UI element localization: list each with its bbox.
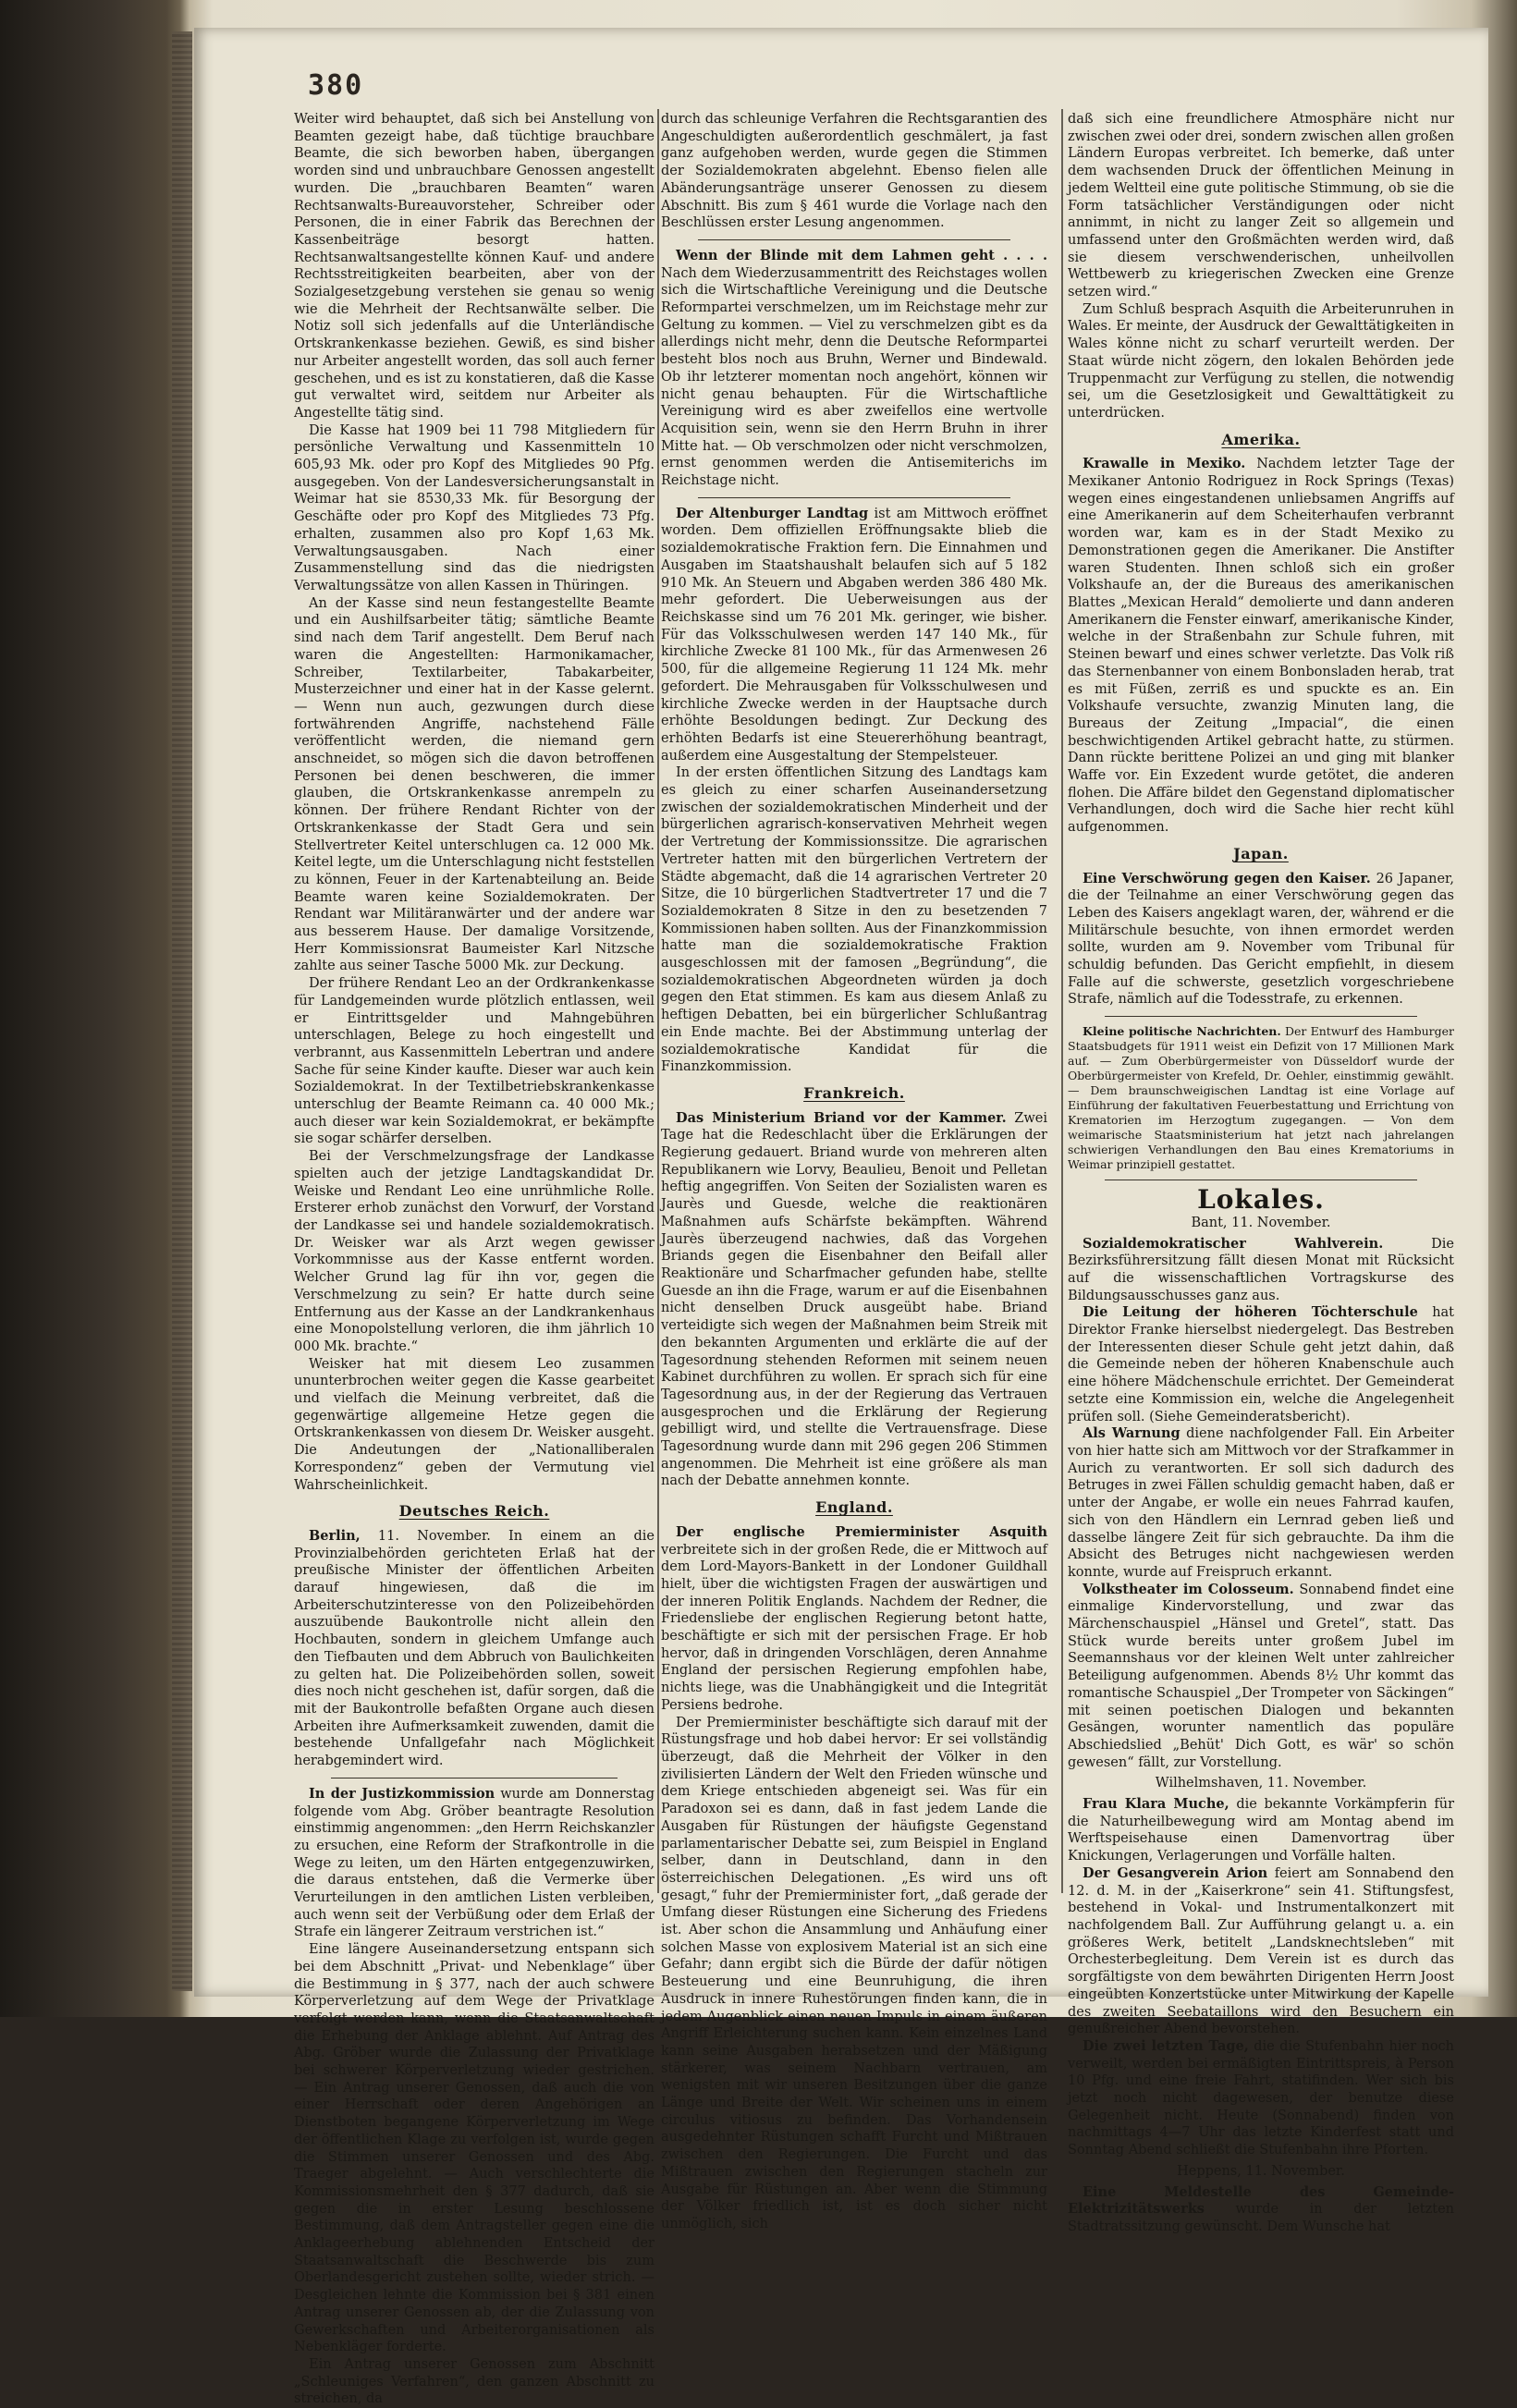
paragraph: Der Premierminister beschäftigte sich darauf mit der Rüstungsfrage und hob dabei hervor: Er sei vollständig überzeugt, daß die Mehrheit der Völker in den zivilisierten Ländern der Welt den Frieden wünsche und dem Kriege entschieden abgeneigt sei. Was für ein Paradoxon sei es dann, daß in fast jedem Lande die Ausgaben für Rüstungen der häufigste Gegenstand parlamentarischer Debatte sei, zum Beispiel in England selber, dann in Deutschland, dann in den österreichischen Delegationen. „Es wird uns oft gesagt,“ fuhr der Premierminister fort, „daß gerade der Umfang dieser Rüstungen eine Sicherung des Friedens ist. Aber schon die Ansammlung und Anhäufung einer solchen Masse von explosivem Material ist an sich eine Gefahr; dann ergibt sich die Bürde der dafür nötigen Besteuerung und eine Beunruhigung, die ihren Ausdruck in innere Ruhestörungen finden kann, die in jedem Augenblick einen neuen Impuls in einem äußeren Angriff Erleichterung suchen kann. Kein einzelnes Land kann seine Ausgaben herabsetzen und der Mäßigung stärkerer, was seinem Nachbarn vertrauen, am wenigsten mit wir unseren Besitzungen über die ganze Länge und Breite der Welt. Wir scheinen uns in einem circulus vitiosus zu befinden. Das Vorhandensein ausgedehnter Rüstungen schafft Furcht und Mißtrauen zwischen den Regierungen. Die Furcht und das Mißtrauen zwischen den Regierungen stacheln zur Ausgabe für Rüstungen an. Aber wenn die Stimmung der Völker friedlich ist, ist es doch sicher nicht unmöglich, sich: [661, 1715, 1047, 2231]
paragraph: An der Kasse sind neun festangestellte Beamte und ein Aushilfsarbeiter tätig; sämtliche Beamte sind nach dem Tarif angestellt. Dem Beruf nach waren die Angestellten: Harmonikamacher, Schreiber, Textilarbeiter, Tabakarbeiter, Musterzeichner und einer hat in der Kasse gelernt. — Wenn nun auch, gezwungen durch diese fortwährenden Angriffe, nachstehend Fälle veröffentlicht werden, die niemand gern anschneidet, so mögen sich die davon betroffenen Personen bei denen beschweren, die immer glauben, die Ortskrankenkasse anrempeln zu können. Der frühere Rendant Richter von der Ortskrankenkasse der Stadt Gera und sein Stellvertreter Keitel unterschlugen ca. 12 000 Mk. Keitel legte, um die Unterschlagung nicht feststellen zu können, Feuer in der Kartenabteilung an. Beide Beamte waren keine Sozialdemokraten. Der Rendant war Militäranwärter und der andere war aus besserem Hause. Der damalige Vorsitzende, Herr Kommissionsrat Baumeister Karl Nitzsche zahlte aus seiner Tasche 5000 Mk. zur Deckung.: [294, 595, 655, 974]
column-rule-1: [657, 109, 659, 1893]
dateline: Bant, 11. November.: [1191, 1215, 1331, 1230]
paragraph: durch das schleunige Verfahren die Rechtsgarantien des Angeschuldigten außerordentlich geschmälert, ja fast ganz aufgehoben werden, wurde gegen die Stimmen der Sozialdemokraten abgelehnt. Ebenso fielen alle Abänderungsanträge unserer Genossen zu diesem Abschnitt. Bis zum § 461 wurde die Vorlage nach den Beschlüssen erster Lesung angenommen.: [661, 112, 1047, 231]
section-heading-england: England.: [815, 1498, 893, 1517]
paragraph: In der ersten öffentlichen Sitzung des Landtags kam es gleich zu einer scharfen Auseinandersetzung zwischen der sozialdemokratischen Minderheit und der bürgerlichen agrarisch-konservativen Mehrheit wegen der Vertretung der Kommissionssitze. Die agrarischen Vertreter hatten mit den bürgerlichen Vertretern der Städte abgemacht, daß die 14 agrarischen Vertreter 20 Sitze, die 10 bürgerlichen Stadtvertreter 17 und die 7 Sozialdemokraten 8 Sitze in den zu besetzenden 7 Kommissionen haben sollten. Aus der Finanzkommission hatte man die sozialdemokratische Fraktion ausgeschlossen mit der famosen „Begründung“, die sozialdemokratischen Abgeordneten würden ja doch gegen den Etat stimmen. Es kam aus diesem Anlaß zu heftigen Debatten, bei ein bürgerlicher Schlußantrag ein Ende machte. Bei der Abstimmung unterlag der sozialdemokratische Kandidat für die Finanzkommission.: [661, 765, 1047, 1075]
article-text: Nachdem letzter Tage der Mexikaner Antonio Rodriguez in Rock Springs (Texas) wegen eines eingestandenen unliebsamen Angriffs auf eine Amerikanerin auf dem Scheiterhaufen verbrannt worden war, kam es in der Stadt Mexiko zu Demonstrationen gegen die Amerikaner. Die Anstifter waren Studenten. Ihnen schloß sich ein großer Volkshaufe an, der die Bureaus des amerikanischen Blattes „Mexican Herald“ demolierte und dann anderen Amerikanern die Fenster einwarf, amerikanische Kinder, welche in der Straßenbahn zur Schule fuhren, mit Steinen bewarf und eines schwer verletzte. Das Volk riß das Sternenbanner von einem Bonbonsladen herab, trat es mit Füßen, zerriß es und spuckte es an. Ein Volkshaufe versuchte, zwanzig Minuten lang, die Bureaus der Zeitung „Impacial“, die einen beschwichtigenden Artikel gebracht hatte, zu stürmen. Dann rückte berittene Polizei an und ging mit blanker Waffe vor. Ein Exzedent wurde getötet, die anderen flohen. Die Affäre bildet den Gegenstand diplomatischer Verhandlungen, doch wird die Sache hier recht kühl aufgenommen.: [1068, 457, 1455, 836]
paragraph: Zum Schluß besprach Asquith die Arbeiterunruhen in Wales. Er meinte, der Ausdruck der Gewalttätigkeiten in Wales könne nicht zu scharf verurteilt werden. Der Staat würde nicht zögern, den lokalen Behörden jede Truppenmacht zur Verfügung zu stellen, die notwendig sei, um die Gesetzlosigkeit und Gewalttätigkeit zu unterdrücken.: [1068, 301, 1454, 421]
column-2: [661, 111, 1047, 2233]
article-text: wurde am Donnerstag folgende vom Abg. Gröber beantragte Resolution einstimmig angenommen: „den Herrn Reichskanzler zu ersuchen, eine Reform der Strafkontrolle in die Wege zu leiten, um den Härten entgegenzuwirken, die daraus entstehen, daß die Vermerke über Verurteilungen in den amtlichen Listen verbleiben, auch wenn seit der Verbüßung oder dem Erlaß der Strafe ein längerer Zeitraum verstrichen ist.“: [294, 1786, 655, 1940]
column-1: [294, 111, 655, 2408]
separator: [1105, 1016, 1417, 1017]
article-lead: Frau Klara Muche,: [1083, 1796, 1230, 1813]
article-lead: Kleine politische Nachrichten.: [1083, 1024, 1281, 1039]
separator: [698, 239, 1010, 240]
article-text: 11. November. In einem an die Provinzialbehörden gerichteten Erlaß hat der preußische Minister der öffentlichen Arbeiten darauf hingewiesen, daß die im Arbeiterschutzinteresse von den Polizeibehörden auszuübende Baukontrolle nicht allein den Hochbauten, sondern in gleichem Umfange auch den Tiefbauten und dem Abbruch von Baulichkeiten zu gelten hat. Die Polizeibehörden sollen, soweit dies noch nicht geschehen ist, dafür sorgen, daß die mit der Baukontrolle befaßten Organe auch diesen Arbeiten ihre Aufmerksamkeit zuwenden, damit die bestehende Unfallgefahr nach Möglichkeit herabgemindert wird.: [294, 1528, 655, 1769]
separator: [698, 497, 1010, 498]
article-text: Nach dem Wiederzusammentritt des Reichstages wollen sich die Wirtschaftliche Vereinigung und die Deutsche Reformpartei verschmelzen, um im Reichstage mehr zur Geltung zu kommen. — Viel zu verschmelzen gibt es da allerdings nicht mehr, denn die Deutsche Reformpartei besteht blos noch aus Bruhn, Werner und Bindewald. Ob ihr letzterer momentan noch angehört, können wir nicht genau behaupten. Für die Wirtschaftliche Vereinigung wird es aber zweifellos eine wertvolle Acquisition sein, wenn sie den Herrn Bruhn in ihrer Mitte hat. — Ob verschmolzen oder nicht verschmolzen, ernst genommen werden die Antisemiterichs im Reichstage nicht.: [661, 265, 1047, 489]
column-rule-2: [1061, 109, 1063, 1893]
article-text: feiert am Sonnabend den 12. d. M. in der „Kaiserkrone“ sein 41. Stiftungsfest, bestehend in Vokal- und Instrumentalkonzert mit nachfolgendem Ball. Zur Aufführung gelangt u. a. ein größeres Werk, betitelt „Landsknechtsleben“ mit Orchesterbegleitung. Dem Verein ist es durch das sorgfältigste von dem bewährten Dirigenten Herrn Joost eingeübten Konzertstücke unter Mitwirkung der Kapelle des zweiten Seebataillons wird den Besuchern ein genußreicher Abend bevorstehen.: [1068, 1865, 1455, 2037]
article-lead: Der Gesangverein Arion: [1083, 1864, 1268, 1881]
article-lead: Wenn der Blinde mit dem Lahmen geht . . . .: [676, 247, 1047, 263]
article-lead: Als Warnung: [1083, 1425, 1181, 1442]
article-lead: Das Ministerium Briand vor der Kammer.: [676, 1109, 1007, 1126]
article-text: verbreitete sich in der großen Rede, die er Mittwoch auf dem Lord-Mayors-Bankett in der Londoner Guildhall hielt, über die wichtigsten Fragen der auswärtigen und der inneren Politik Englands. Nachdem der Redner, die Friedensliebe der englischen Regierung betont hatte, beschäftigte er sich mit der persischen Frage. Er hob hervor, daß in dringenden Vorschlägen, deren Annahme England der persischen Regierung empfohlen habe, nichts liege, was die Unabhängigkeit und die Integrität Persiens bedrohe.: [661, 1542, 1047, 1713]
article-text: Die Bezirksführersitzung fällt diesen Monat mit Rücksicht auf die wissenschaftlichen Vortragskurse des Bildungsausschusses ganz aus.: [1068, 1236, 1454, 1303]
section-heading-frankreich: Frankreich.: [803, 1083, 905, 1102]
article-text: Der Entwurf des Hamburger Staatsbudgets für 1911 weist ein Defizit von 17 Millionen Mark auf. — Zum Oberbürgermeister von Düsseldorf wurde der Oberbürgermeister von Krefeld, Dr. Oehler, einstimmig gewählt. — Dem braunschweigischen Landtag ist eine Vorlage auf Einführung der fakultativen Feuerbestattung und Errichtung von Krematorien im Herzogtum zugegangen. — Von dem weimarische Staatsministerium hat jetzt nach jahrelangen schwierigen Verhandlungen den Bau eines Krematoriums in Weimar prinzipiell gestattet.: [1068, 1024, 1454, 1172]
section-heading-amerika: Amerika.: [1221, 430, 1301, 448]
article-lead: Eine Meldestelle des Gemeinde-Elektrizitätswerks: [1068, 2183, 1454, 2218]
page-number: 380: [308, 69, 364, 102]
article-lead: Die zwei letzten Tage,: [1083, 2037, 1249, 2054]
article-lead: Sozialdemokratischer Wahlverein.: [1083, 1235, 1384, 1252]
article-text: die bekannte Vorkämpferin für die Naturheilbewegung wird am Montag abend im Werftspeisehause einen Damenvortrag über Knickungen, Verlagerungen und Vorfälle halten.: [1068, 1797, 1455, 1864]
dateline: Heppens, 11. November.: [1177, 2163, 1345, 2179]
article-text: Zwei Tage hat die Redeschlacht über die Erklärungen der Regierung gedauert. Briand wurde von mehreren alten Republikanern wie Lorvy, Beaulieu, Benoit und Pelletan heftig angegriffen. Von Seiten der Sozialisten waren es Jaurès und Guesde, welche die reaktionären Maßnahmen aufs Schärfste bekämpften. Während Jaurès überzeugend nachwies, daß das Vorgehen Briands gegen die Eisenbahner den Beifall aller Reaktionäre und Scharfmacher gefunden habe, stellte Guesde an ihn die Frage, warum er auf die Eisenbahnen nicht denselben Druck ausgeübt habe. Briand verteidigte sich wegen der Maßnahmen beim Streik mit den bekannten Argumenten und erklärte die auf der Tagesordnung stehenden Reformen mit seinem neuen Kabinet durchführen zu wollen. Er sprach sich für eine Tagesordnung aus, in der der Regierung das Vertrauen ausgesprochen und die Erklärung der Regierung gebilligt wird, und stellte die Vertrauensfrage. Diese Tagesordnung wurde dann mit 296 gegen 206 Stimmen angenommen. Die Mehrheit ist eine größere als man nach der Debatte annehmen konnte.: [661, 1110, 1047, 1489]
dateline: Wilhelmshaven, 11. November.: [1155, 1776, 1367, 1791]
paragraph: Eine längere Auseinandersetzung entspann sich bei dem Abschnitt „Privat- und Nebenklage“ über die Bestimmung in § 377, nach der auch schwere Körperverletzung auf dem Wege der Privatklage verfolgt werden kann, wenn die Staatsanwaltschaft die Erhebung der Anklage ablehnt. Auf Antrag des Abg. Gröber wurde die Zulassung der Privatklage bei schwerer Körperverletzung wieder gestrichen. — Ein Antrag unserer Genossen, daß auch die von einer Herrschaft oder deren Angehörigen an Dienstboten begangene Körperverletzung im Wege der öffentlichen Klage zu verfolgen ist, wurde gegen die Stimmen unserer Genossen und des Abg. Traeger abgelehnt. — Auch verschlechterte die Kommissionsmehrheit den § 377 dadurch, daß sie gegen die in erster Lesung beschlossene Bestimmung, daß dem Antragsteller gegen eine die Anklageerhebung ablehnenden Entscheid der Staatsanwaltschaft die Beschwerde bis zum Oberlandesgericht zustehen sollte, wieder strich. — Desgleichen lehnte die Kommission bei § 381 einen Antrag unserer Genossen ab, der die Zulassung von Gewerkschaften und Arbeiterorganisationen als Nebenkläger forderte.: [294, 1942, 655, 2355]
section-heading-lokales: Lokales.: [1197, 1184, 1325, 1216]
article-lead: In der Justizkommission: [309, 1785, 495, 1802]
paragraph: Der frühere Rendant Leo an der Ordkrankenkasse für Landgemeinden wurde plötzlich entlassen, weil er Eintrittsgelder und Mahngebühren unterschlagen, Belege zu hoch eingestellt und verbrannt, aus Kassenmitteln Lebertran und andere Sache für seine Kinder kaufte. Dieser war auch kein Sozialdemokrat. In der Textilbetriebskrankenkasse unterschlug der Beamte Reimann ca. 40 000 Mk.; auch dieser war kein Sozialdemokrat, er bekämpfte sie sogar schärfer derselben.: [294, 976, 655, 1147]
article-lead: Der Altenburger Landtag: [676, 505, 869, 521]
article-text: hat Direktor Franke hierselbst niedergelegt. Das Bestreben der Interessenten dieser Schule geht jetzt dahin, daß die Gemeinde neben der höheren Knabenschule auch eine höhere Mädchenschule errichtet. Der Gemeinderat setzte eine Kommission ein, welche die Angelegenheit prüfen soll. (Siehe Gemeinderatsbericht).: [1068, 1305, 1454, 1424]
article-lead: Krawalle in Mexiko.: [1083, 456, 1246, 472]
paragraph: Die Kasse hat 1909 bei 11 798 Mitgliedern für persönliche Verwaltung und Kassenmitteln 10 605,93 Mk. oder pro Kopf des Mitgliedes 90 Pfg. ausgegeben. Von der Landesversicherungsanstalt in Weimar hat sie 8530,33 Mk. für Besorgung der Geschäfte oder pro Kopf des Mitgliedes 73 Pfg. erhalten, zusammen also pro Kopf 1,63 Mk. Verwaltungsausgaben. Nach einer Zusammenstellung sind das die niedrigsten Verwaltungssätze von allen Kassen in Thüringen.: [294, 422, 655, 593]
paragraph: Ein Antrag unserer Genossen zum Abschnitt „Schleuniges Verfahren“, den ganzen Abschnitt zu streichen, da: [294, 2357, 655, 2407]
article-text: diene nachfolgender Fall. Ein Arbeiter von hier hatte sich am Mittwoch vor der Strafkammer in Aurich zu verantworten. Er soll sich dadurch des Betruges in zwei Fällen schuldig gemacht haben, daß er unter der Angabe, er wolle ein neues Fahrrad kaufen, sich von den Händlern ein Lernrad geben ließ und dasselbe längere Zeit für sich gebrauchte. Da ihm die Absicht des Betruges nicht nachgewiesen werden konnte, wurde auf Freispruch erkannt.: [1068, 1426, 1454, 1580]
article-text: wurde in der letzten Stadtratssitzung gewünscht. Dem Wunsche hat: [1068, 2202, 1454, 2234]
article-lead: Eine Verschwörung gegen den Kaiser.: [1083, 870, 1371, 886]
paragraph: Weiter wird behauptet, daß sich bei Anstellung von Beamten gezeigt habe, daß tüchtige brauchbare Beamte, die sich beworben haben, übergangen worden sind und unbrauchbare Genossen angestellt wurden. Die „brauchbaren Beamten“ waren Rechtsanwalts-Bureauvorsteher, Schreiber oder Personen, die in einer Fabrik das Berechnen der Kassenbeiträge besorgt hatten. Rechtsanwaltsangestellte können Kauf- und andere Rechtsstreitigkeiten bearbeiten, aber von der Sozialgesetzgebung verstehen sie genau so wenig wie die Mehrheit der Rechtsanwälte selber. Die Notiz soll sich jedenfalls auf die Unterländische Ortskrankenkasse beziehen. Gewiß, es sind bisher nur Arbeiter angestellt worden, das soll auch ferner geschehen, und es ist zu konstatieren, daß die Kasse gut verwaltet wird, seitdem nur Arbeiter als Angestellte tätig sind.: [294, 112, 655, 421]
section-heading-japan: Japan.: [1233, 844, 1289, 862]
article-text: die die Stufenbahn hier noch verweilt, werden bei ermäßigten Eintrittspreis, à Person 10 Pfg. und eine freie Fahrt, statifinden. Wer sich bis jetzt noch nicht dagewesen, der benutze diese Gelegenheit nicht. Heute (Sonnabend) finden von nachmittags 4—7 Uhr das letzte Kinderfest statt und Sonntag Abend schließt die Stufenbahn ihre Pforten.: [1068, 2038, 1455, 2158]
column-3: [1068, 111, 1454, 2236]
article-text: Sonnabend findet eine einmalige Kindervorstellung, und zwar das Märchenschauspiel „Hänsel und Gretel“, statt. Das Stück wurde bereits unter großem Jubel im Seemannshaus vor der kleinen Welt unter zahlreicher Beteiligung aufgenommen. Abends 8½ Uhr kommt das romantische Schauspiel „Der Trompeter von Säckingen“ mit seinen poetischen Dialogen und bekannten Gesängen, worunter namentlich das populäre Abschiedslied „Behüt' Dich Gott, es wär' so schön gewesen“ fällt, zur Vorstellung.: [1068, 1582, 1455, 1770]
article-text: 26 Japaner, die der Teilnahme an einer Verschwörung gegen das Leben des Kaisers angeklagt waren, der, während er die Militärschule besuchte, von ihnen ermordet werden sollte, wurden am 9. November vom Tribunal für schuldig befunden. Das Gericht empfiehlt, in diesem Falle auf die schwerste, gesetzlich vorgeschriebene Strafe, nämlich auf die Todesstrafe, zu erkennen.: [1068, 871, 1455, 1008]
article-lead: Der englische Premierminister Asquith: [676, 1523, 1047, 1540]
article-lead: Volkstheater im Colosseum.: [1083, 1581, 1294, 1597]
article-lead: Die Leitung der höheren Töchterschule: [1083, 1304, 1418, 1321]
article-lead: Berlin,: [309, 1527, 361, 1544]
paragraph: Bei der Verschmelzungsfrage der Landkasse spielten auch der jetzige Landtagskandidat Dr. Weiske und Rendant Leo eine unrühmliche Rolle. Ersterer erhob zunächst den Vorwurf, der Vorstand der Landkasse sei und handele sozialdemokratisch. Dr. Weisker war als Arzt wegen gewisser Vorkommnisse aus der Kasse entfernt worden. Welcher Grund lag für ihn vor, gegen die Verschmelzung zu sein? Er hatte durch seine Entfernung aus der Kasse an der Landkrankenhaus eine Monopolstellung verloren, die ihm jährlich 10 000 Mk. brachte.“: [294, 1149, 655, 1354]
paragraph: daß sich eine freundlichere Atmosphäre nicht nur zwischen zwei oder drei, sondern zwischen allen großen Ländern Europas verbreitet. Ich bemerke, daß unter dem wachsenden Druck der öffentlichen Meinung in jedem Weltteil eine gute politische Stimmung, ob sie die Form tatsächlicher Verständigungen oder nicht annimmt, in nicht zu langer Zeit so allgemein und umfassend unter den Großmächten werden wird, daß sie diesem verschwenderischen, unheilvollen Wettbewerb zu kriegerischen Zwecken eine Grenze setzen wird.“: [1068, 112, 1454, 300]
article-text: ist am Mittwoch eröffnet worden. Dem offiziellen Eröffnungsakte blieb die sozialdemokratische Fraktion fern. Die Einnahmen und Ausgaben im Staatshaushalt belaufen sich auf 5 182 910 Mk. An Steuern und Abgaben werden 386 480 Mk. mehr gefordert. Die Ueberweisungen aus der Reichskasse sind um 76 201 Mk. geringer, wie bisher. Für das Volksschulwesen werden 147 140 Mk., für kirchliche Zwecke 81 100 Mk., für das Armenwesen 26 500, für die allgemeine Regierung 11 124 Mk. mehr gefordert. Die Mehrausgaben für Volksschulwesen und kirchliche Zwecke werden in der Hauptsache durch erhöhte Besoldungen bedingt. Zur Deckung des erhöhten Bedarfs ist eine Steuererhöhung beantragt, außerdem eine Ausgestaltung der Stempelsteuer.: [661, 506, 1048, 764]
section-heading-reich: Deutsches Reich.: [398, 1502, 550, 1521]
paragraph: Weisker hat mit diesem Leo zusammen ununterbrochen weiter gegen die Kasse gearbeitet und vielfach die Meinung verbreitet, daß die gegenwärtige allgemeine Hetze gegen die Ortskrankenkassen von diesem Dr. Weisker ausgeht. Die Andeutungen der „Nationalliberalen Korrespondenz“ geben der Vermutung viel Wahrscheinlichkeit.: [294, 1356, 655, 1493]
book-binding: [172, 31, 192, 1991]
